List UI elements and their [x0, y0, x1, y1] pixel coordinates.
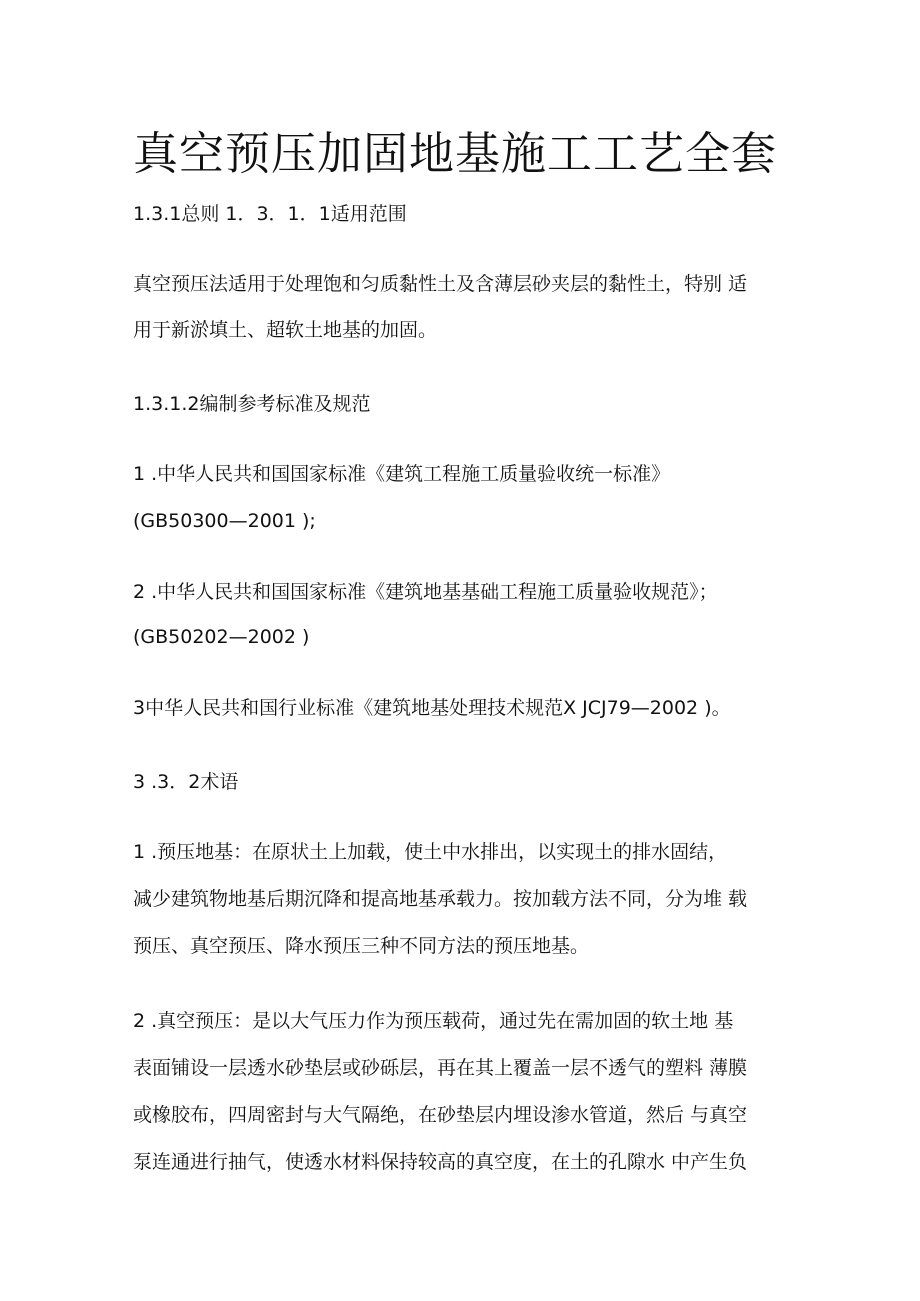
term-2-line: 表面铺设一层透水砂垫层或砂砾层，再在其上覆盖一层不透气的塑料 薄膜: [133, 1057, 748, 1079]
paragraph-line: 用于新淤填土、超软土地基的加固。: [133, 319, 438, 341]
section-heading-terms: 3 .3．2术语: [133, 771, 239, 793]
reference-item-3: 3中华人民共和国行业标准《建筑地基处理技术规范X JCJ79—2002 )。: [133, 697, 731, 719]
paragraph-line: 真空预压法适用于处理饱和匀质黏性土及含薄层砂夹层的黏性土，特别 适: [133, 273, 748, 295]
section-heading-1-3-1-2: 1.3.1.2编制参考标准及规范: [133, 393, 371, 415]
reference-item-2-code: (GB50202—2002 ): [133, 626, 310, 648]
term-2-line: 2 .真空预压：是以大气压力作为预压载荷，通过先在需加固的软土地 基: [133, 1010, 734, 1032]
term-2-line: 泵连通进行抽气，使透水材料保持较高的真空度，在土的孔隙水 中产生负: [133, 1151, 748, 1173]
term-2-line: 或橡胶布，四周密封与大气隔绝，在砂垫层内埋设渗水管道，然后 与真空: [133, 1104, 748, 1126]
section-heading-1-3-1: 1.3.1总则 1．3．1．1适用范围: [133, 203, 407, 225]
reference-item-2: 2 .中华人民共和国国家标准《建筑地基基础工程施工质量验收规范》；: [133, 581, 718, 603]
reference-item-1: 1 .中华人民共和国国家标准《建筑工程施工质量验收统一标准》: [133, 463, 671, 485]
term-1-line: 预压、真空预压、降水预压三种不同方法的预压地基。: [133, 935, 590, 957]
term-1-line: 1 .预压地基：在原状土上加载，使土中水排出，以实现土的排水固结，: [133, 841, 728, 863]
reference-item-1-code: (GB50300—2001 );: [133, 510, 316, 532]
document-title: 真空预压加固地基施工工艺全套: [133, 127, 778, 180]
term-1-line: 减少建筑物地基后期沉降和提高地基承载力。按加载方法不同，分为堆 载: [133, 888, 748, 910]
